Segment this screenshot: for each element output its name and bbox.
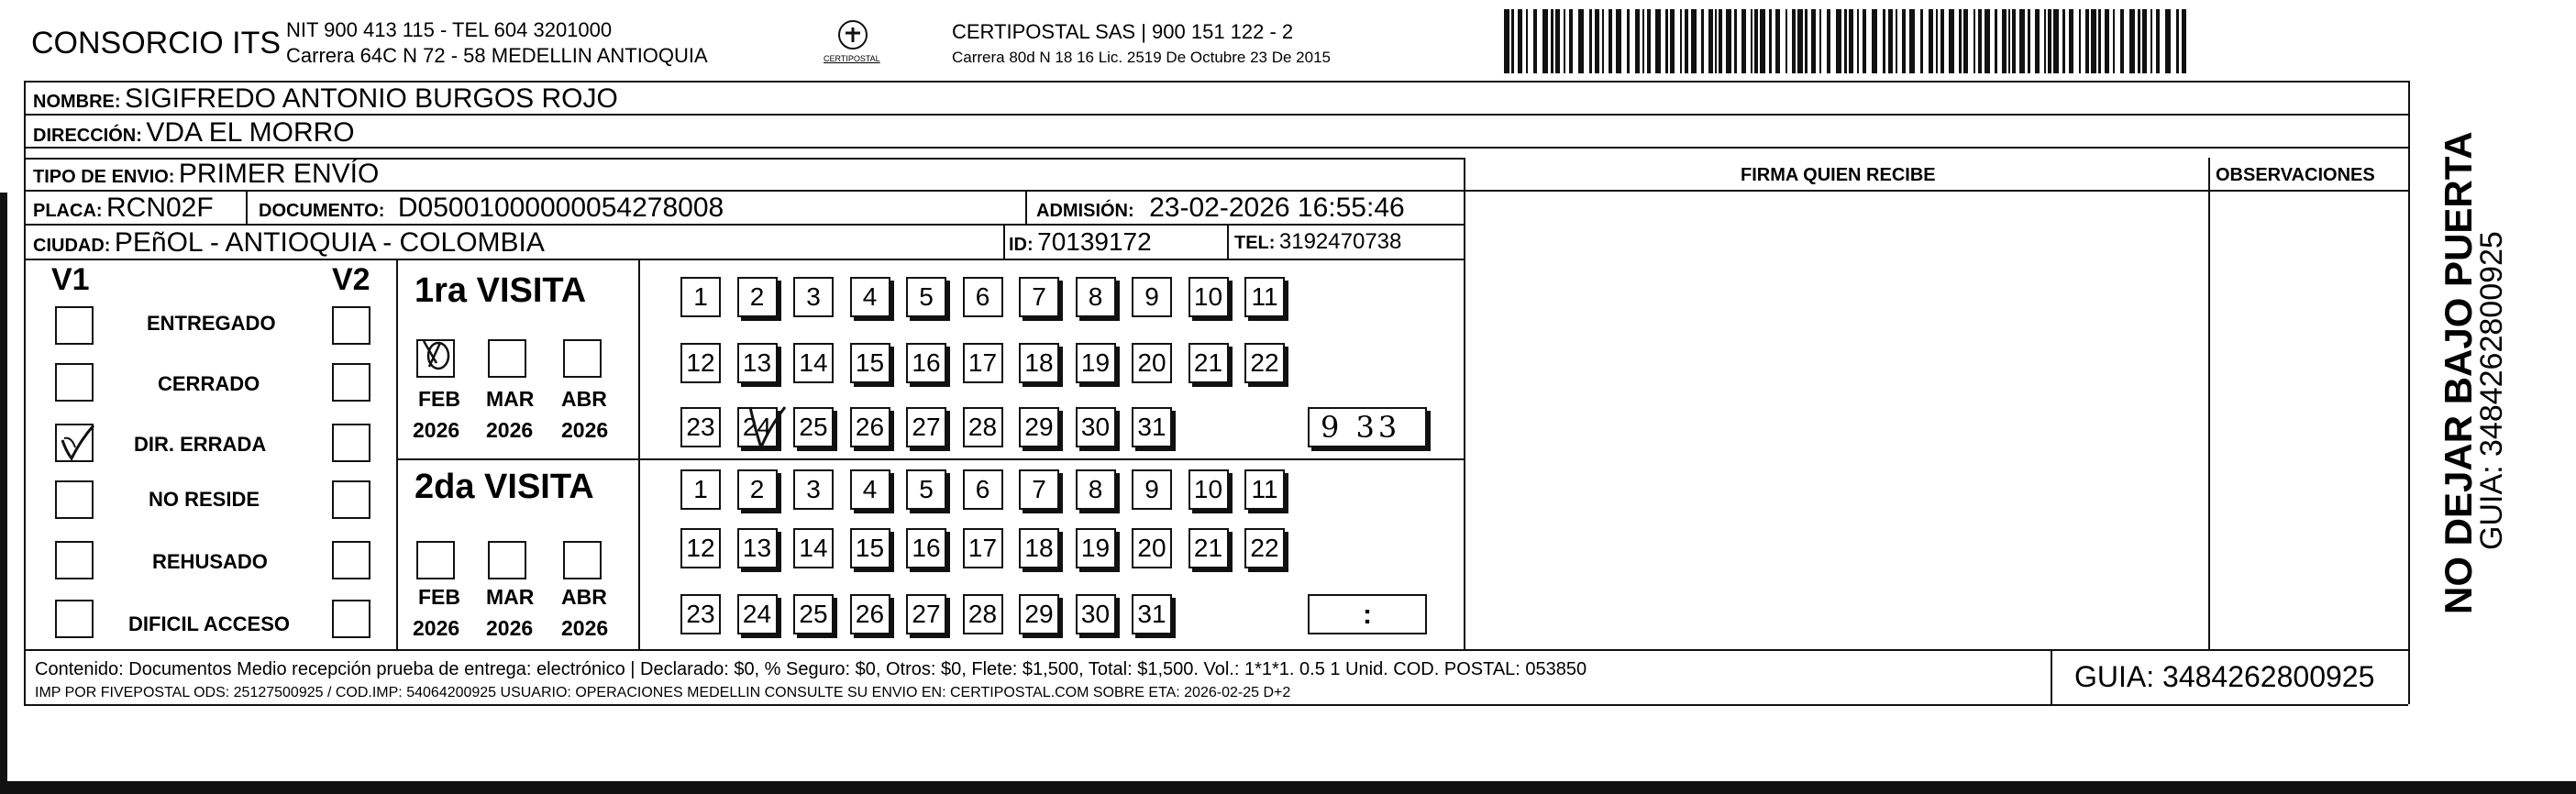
courier-name: CERTIPOSTAL SAS | 900 151 122 - 2 <box>952 20 1294 43</box>
contents-line: Contenido: Documentos Medio recepción prueba de entrega: electrónico | Declarado: $0, % Seguro: $0, Otros: $0, Flete: $1,500, Total: $1,500. Vol.: 1*1*1. 0.5 1 Unid. COD. POSTAL: 053850 <box>35 659 1587 679</box>
v1-checkbox-cerrado[interactable] <box>55 363 94 402</box>
v2-checkbox-dificil-acceso[interactable] <box>332 600 370 638</box>
plate-label: PLACA: <box>33 201 103 221</box>
first-visit-month-abr: ABR <box>561 387 607 411</box>
first-visit-day-27[interactable]: 27 <box>906 407 946 447</box>
address-value: VDA EL MORRO <box>146 117 355 148</box>
city-row <box>33 229 545 257</box>
first-visit-day-14[interactable]: 14 <box>793 343 834 383</box>
first-visit-day-8[interactable]: 8 <box>1076 277 1116 317</box>
tel-row <box>1234 231 1401 253</box>
imp-line: IMP POR FIVEPOSTAL ODS: 25127500925 / COD.IMP: 54064200925 USUARIO: OPERACIONES MEDELLIN CONSULTE SU ENVIO EN: CERTIPOSTAL.COM SOBRE ETA: 2026-02-25 D+2 <box>35 685 1291 700</box>
first-visit-day-20[interactable]: 20 <box>1132 343 1172 383</box>
second-visit-month-feb: FEB <box>418 585 460 609</box>
second-visit-day-20[interactable]: 20 <box>1132 528 1172 568</box>
barcode <box>1504 9 2192 73</box>
second-visit-month-abr: ABR <box>561 585 607 609</box>
second-visit-day-7[interactable]: 7 <box>1019 469 1059 510</box>
reason-label-cerrado: CERRADO <box>158 372 260 395</box>
second-visit-day-1[interactable]: 1 <box>680 469 721 510</box>
id-label: ID: <box>1009 235 1034 255</box>
first-visit-day-28[interactable]: 28 <box>963 407 1003 447</box>
first-visit-day-15[interactable]: 15 <box>850 343 890 383</box>
first-visit-day-13[interactable]: 13 <box>737 343 778 383</box>
first-visit-day-7[interactable]: 7 <box>1019 277 1059 317</box>
second-visit-time-placeholder: : <box>1363 600 1372 630</box>
v1-header: V1 <box>51 262 90 297</box>
second-visit-day-4[interactable]: 4 <box>850 469 890 510</box>
v2-checkbox-cerrado[interactable] <box>332 363 370 402</box>
second-visit-day-11[interactable]: 11 <box>1244 469 1285 510</box>
id-row <box>1009 229 1152 255</box>
second-visit-day-17[interactable]: 17 <box>963 528 1003 568</box>
tel-label: TEL: <box>1234 233 1276 253</box>
tel-value: 3192470738 <box>1278 229 1402 254</box>
name-value: SIGIFREDO ANTONIO BURGOS ROJO <box>125 83 618 114</box>
admission-row <box>1036 194 1405 222</box>
second-visit-day-19[interactable]: 19 <box>1076 528 1116 568</box>
city-value: PEñOL - ANTIOQUIA - COLOMBIA <box>114 227 545 258</box>
first-visit-day-18[interactable]: 18 <box>1019 343 1059 383</box>
plate-row <box>33 194 214 222</box>
second-visit-day-14[interactable]: 14 <box>793 528 834 568</box>
v1-checkbox-dir-errada[interactable] <box>55 424 94 462</box>
first-visit-title: 1ra VISITA <box>415 271 587 310</box>
second-visit-day-8[interactable]: 8 <box>1076 469 1116 510</box>
second-visit-day-31[interactable]: 31 <box>1132 594 1172 634</box>
reason-label-no-reside: NO RESIDE <box>149 488 260 511</box>
v2-checkbox-no-reside[interactable] <box>332 480 370 519</box>
first-visit-day-29[interactable]: 29 <box>1019 407 1059 447</box>
reason-label-dir-errada: DIR. ERRADA <box>134 433 267 456</box>
v2-checkbox-entregado[interactable] <box>332 306 370 345</box>
first-visit-day-9[interactable]: 9 <box>1132 277 1172 317</box>
v1-checkbox-rehusado[interactable] <box>55 541 94 579</box>
second-visit-day-12[interactable]: 12 <box>680 528 721 568</box>
first-visit-month-abr-checkbox[interactable] <box>563 339 602 378</box>
v2-header: V2 <box>332 262 370 297</box>
signature-area[interactable] <box>1465 191 2206 647</box>
document-value: D05001000000054278008 <box>397 193 724 223</box>
first-visit-day-1[interactable]: 1 <box>680 277 721 317</box>
reason-label-rehusado: REHUSADO <box>152 550 268 573</box>
second-visit-month-mar-checkbox[interactable] <box>488 541 526 579</box>
footer-guia: GUIA: 3484262800925 <box>2074 660 2375 693</box>
name-label: NOMBRE: <box>33 92 121 112</box>
second-visit-day-9[interactable]: 9 <box>1132 469 1172 510</box>
second-visit-year-mar: 2026 <box>486 616 534 640</box>
observations-area[interactable] <box>2210 191 2406 647</box>
second-visit-year-abr: 2026 <box>561 616 609 640</box>
first-visit-day-5[interactable]: 5 <box>906 277 946 317</box>
first-visit-day-6[interactable]: 6 <box>963 277 1003 317</box>
first-visit-year-mar: 2026 <box>486 418 534 442</box>
v2-checkbox-dir-errada[interactable] <box>332 424 370 462</box>
second-visit-day-6[interactable]: 6 <box>963 469 1003 510</box>
side-guia: GUIA: 3484262800925 <box>2474 231 2509 550</box>
first-visit-time-box[interactable] <box>1308 407 1427 447</box>
first-visit-year-feb: 2026 <box>413 418 460 442</box>
document-label: DOCUMENTO: <box>259 201 385 221</box>
company-name: CONSORCIO ITS <box>31 26 282 61</box>
first-visit-month-feb-checkbox[interactable] <box>416 339 455 378</box>
second-visit-month-mar: MAR <box>486 585 535 609</box>
observations-header: OBSERVACIONES <box>2216 165 2375 185</box>
first-visit-day-26[interactable]: 26 <box>850 407 890 447</box>
second-visit-day-23[interactable]: 23 <box>680 594 721 634</box>
second-visit-day-3[interactable]: 3 <box>793 469 834 510</box>
shipment-type-label: TIPO DE ENVIO: <box>33 167 175 187</box>
second-visit-day-5[interactable]: 5 <box>906 469 946 510</box>
first-visit-month-feb: FEB <box>418 387 460 411</box>
second-visit-day-24[interactable]: 24 <box>737 594 778 634</box>
city-label: CIUDAD: <box>33 236 111 256</box>
logo-text: CERTIPOSTAL <box>824 54 880 63</box>
first-visit-day-24[interactable]: 24 <box>737 407 778 447</box>
v1-checkbox-dificil-acceso[interactable] <box>55 600 94 638</box>
certipostal-logo-icon <box>816 17 890 72</box>
shipment-type-row <box>33 160 379 188</box>
second-visit-day-28[interactable]: 28 <box>963 594 1003 634</box>
second-visit-day-29[interactable]: 29 <box>1019 594 1059 634</box>
second-visit-day-21[interactable]: 21 <box>1188 528 1229 568</box>
second-visit-day-13[interactable]: 13 <box>737 528 778 568</box>
first-visit-day-17[interactable]: 17 <box>963 343 1003 383</box>
first-visit-day-3[interactable]: 3 <box>793 277 834 317</box>
admission-value: 23-02-2026 16:55:46 <box>1149 193 1405 223</box>
first-visit-day-25[interactable]: 25 <box>793 407 834 447</box>
admission-label: ADMISIÓN: <box>1036 201 1134 221</box>
first-visit-day-22[interactable]: 22 <box>1244 343 1285 383</box>
first-visit-day-2[interactable]: 2 <box>737 277 778 317</box>
first-visit-day-23[interactable]: 23 <box>680 407 721 447</box>
address-label: DIRECCIÓN: <box>33 126 142 146</box>
plate-value: RCN02F <box>106 193 214 223</box>
address-row <box>33 119 355 147</box>
first-visit-day-10[interactable]: 10 <box>1188 277 1229 317</box>
second-visit-day-18[interactable]: 18 <box>1019 528 1059 568</box>
side-warning: NO DEJAR BAJO PUERTA <box>2437 131 2480 614</box>
second-visit-day-26[interactable]: 26 <box>850 594 890 634</box>
id-value: 70139172 <box>1037 227 1152 256</box>
courier-address: Carrera 80d N 18 16 Lic. 2519 De Octubre 23 De 2015 <box>952 49 1331 66</box>
second-visit-day-22[interactable]: 22 <box>1244 528 1285 568</box>
company-nit: NIT 900 413 115 - TEL 604 3201000 <box>286 18 613 41</box>
second-visit-day-25[interactable]: 25 <box>793 594 834 634</box>
second-visit-time-box[interactable] <box>1308 594 1427 634</box>
reason-label-entregado: ENTREGADO <box>147 312 276 335</box>
first-visit-year-abr: 2026 <box>561 418 609 442</box>
second-visit-day-16[interactable]: 16 <box>906 528 946 568</box>
second-visit-day-2[interactable]: 2 <box>737 469 778 510</box>
bottom-edge-bar <box>0 781 2576 794</box>
first-visit-day-12[interactable]: 12 <box>680 343 721 383</box>
v1-checkbox-no-reside[interactable] <box>55 480 94 519</box>
company-address: Carrera 64C N 72 - 58 MEDELLIN ANTIOQUIA <box>286 44 708 67</box>
document-row <box>259 194 724 222</box>
shipment-type-value: PRIMER ENVÍO <box>178 159 380 189</box>
second-visit-year-feb: 2026 <box>413 616 460 640</box>
second-visit-day-30[interactable]: 30 <box>1076 594 1116 634</box>
second-visit-day-15[interactable]: 15 <box>850 528 890 568</box>
first-visit-month-mar-checkbox[interactable] <box>488 339 526 378</box>
second-visit-month-abr-checkbox[interactable] <box>563 541 602 579</box>
first-visit-day-21[interactable]: 21 <box>1188 343 1229 383</box>
first-visit-day-4[interactable]: 4 <box>850 277 890 317</box>
first-visit-day-31[interactable]: 31 <box>1132 407 1172 447</box>
name-row <box>33 85 618 113</box>
first-visit-day-11[interactable]: 11 <box>1244 277 1285 317</box>
first-visit-day-19[interactable]: 19 <box>1076 343 1116 383</box>
first-visit-day-16[interactable]: 16 <box>906 343 946 383</box>
first-visit-time-handwritten: 9 33 <box>1321 410 1401 445</box>
v2-checkbox-rehusado[interactable] <box>332 541 370 579</box>
signature-header: FIRMA QUIEN RECIBE <box>1741 165 1936 185</box>
reason-label-dificil-acceso: DIFICIL ACCESO <box>128 612 291 635</box>
second-visit-day-10[interactable]: 10 <box>1188 469 1229 510</box>
first-visit-month-mar: MAR <box>486 387 535 411</box>
v1-checkbox-entregado[interactable] <box>55 306 94 345</box>
first-visit-day-30[interactable]: 30 <box>1076 407 1116 447</box>
second-visit-title: 2da VISITA <box>415 468 594 506</box>
second-visit-month-feb-checkbox[interactable] <box>416 541 455 579</box>
second-visit-day-27[interactable]: 27 <box>906 594 946 634</box>
left-edge-bar <box>0 193 7 794</box>
